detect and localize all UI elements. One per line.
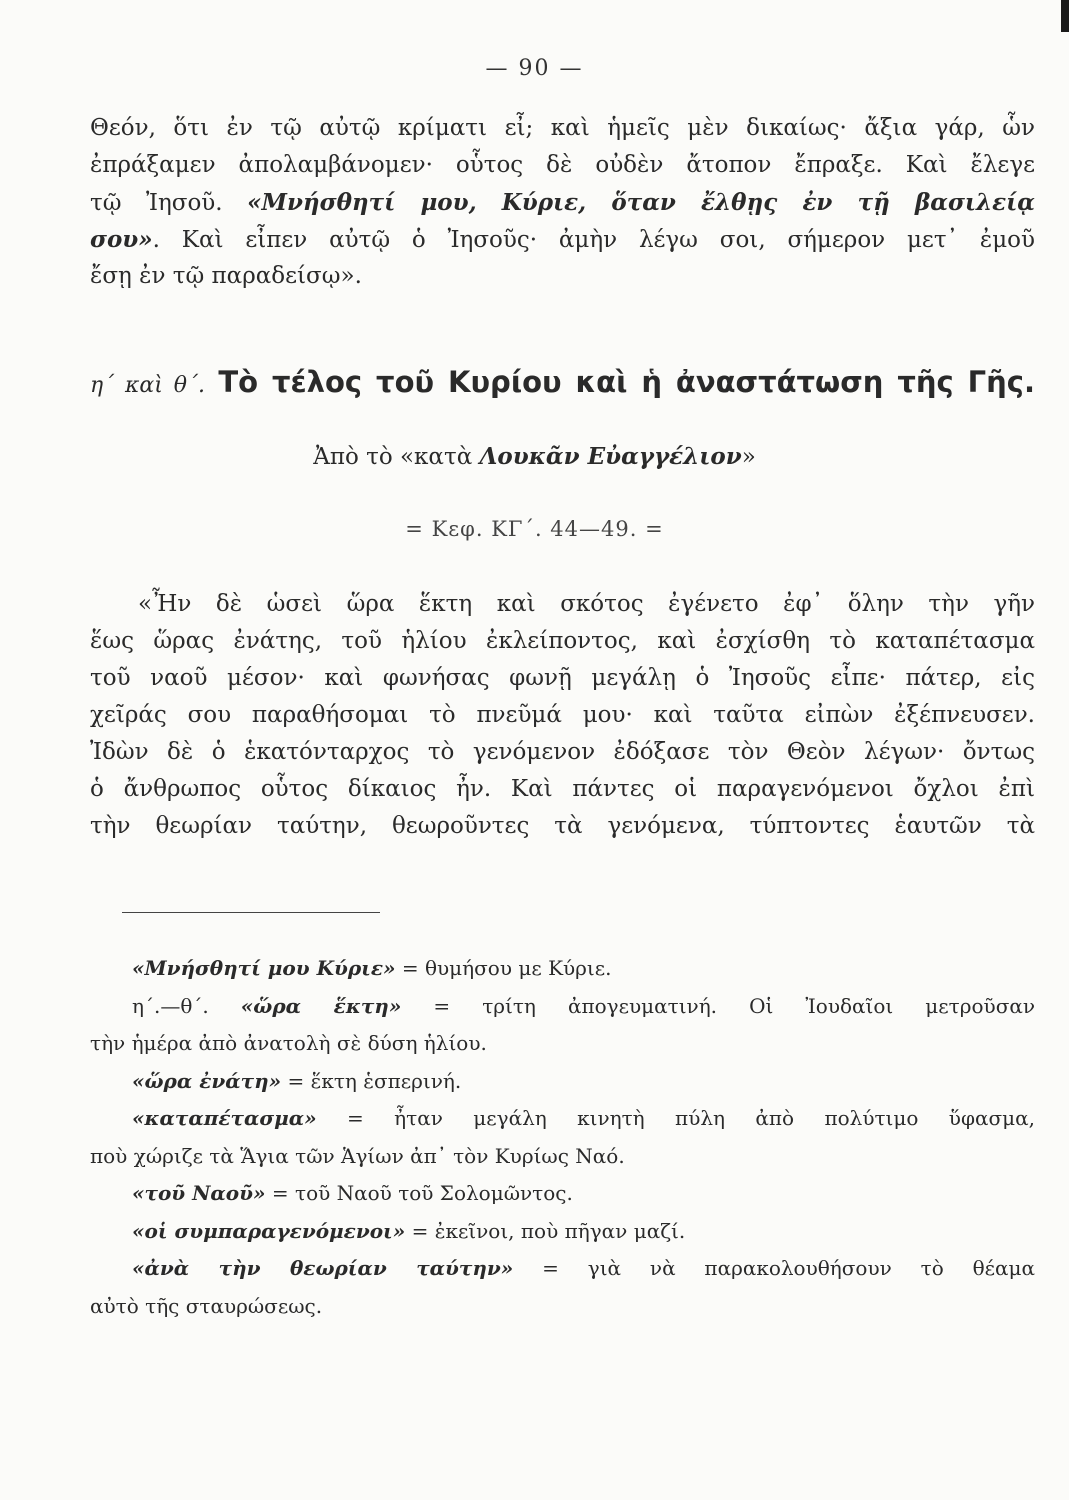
footnote-term: «ὥρα ἐνάτη» <box>132 1068 282 1093</box>
footnote <box>90 988 1035 1026</box>
section-number: η΄ καὶ θ΄. <box>90 373 205 398</box>
footnote <box>90 950 1035 988</box>
page-edge-mark <box>1061 0 1069 32</box>
intro-line <box>90 184 1035 221</box>
footnote-term: «τοῦ Ναοῦ» <box>132 1181 266 1205</box>
quoted-prayer: σου» <box>90 226 153 253</box>
intro-line <box>90 221 1035 258</box>
footnote-continuation: αὐτὸ τῆς σταυρώσεως. <box>90 1293 323 1318</box>
footnote-term: «ὥρα ἕκτη» <box>240 993 402 1018</box>
source-book: Λουκᾶν Εὐαγγέλιον <box>479 443 742 470</box>
footnote-definition: = τρίτη ἀπογευματινή. Οἱ Ἰουδαῖοι μετροῦσαν <box>401 993 1036 1018</box>
scripture-line: ὁ ἄνθρωπος οὗτος δίκαιος ἦν. Καὶ πάντες οἱ παραγενόμενοι ὄχλοι ἐπὶ <box>90 776 1035 802</box>
footnote-definition: = τοῦ Ναοῦ τοῦ Σολομῶντος. <box>265 1181 573 1205</box>
footnote-divider <box>122 912 380 913</box>
footnote-term: «καταπέτασμα» <box>132 1106 317 1130</box>
source-suffix: » <box>741 444 756 470</box>
scripture-line: τοῦ ναοῦ μέσον· καὶ φωνήσας φωνῇ μεγάλῃ ὁ Ἰησοῦς εἶπε· πάτερ, εἰς <box>90 665 1035 691</box>
footnote-term: «οἱ συμπαραγενόμενοι» <box>132 1218 406 1243</box>
scripture-line: Ἰδὼν δὲ ὁ ἑκατόνταρχος τὸ γενόμενον ἐδόξασε τὸν Θεὸν λέγων· ὄντως <box>90 739 1035 765</box>
section-heading <box>90 360 1035 404</box>
footnotes <box>90 950 1035 1325</box>
footnote-term: «ἀνὰ τὴν θεωρίαν ταύτην» <box>132 1256 514 1280</box>
footnote-continuation: τὴν ἡμέρα ἀπὸ ἀνατολὴ σὲ δύση ἡλίου. <box>90 1031 487 1055</box>
footnote-definition: = ἐκεῖνοι, ποὺ πῆγαν μαζί. <box>405 1218 686 1243</box>
scripture-paragraph <box>90 586 1035 845</box>
chapter-reference: = Κεφ. ΚΓ΄. 44—49. = <box>405 517 664 541</box>
intro-text: τῷ Ἰησοῦ. <box>90 190 248 216</box>
intro-line: Θεόν, ὅτι ἐν τῷ αὐτῷ κρίματι εἶ; καὶ ἡμεῖς μὲν δικαίως· ἄξια γάρ, ὧν <box>90 115 1035 141</box>
scripture-line: ἕως ὥρας ἐνάτης, τοῦ ἡλίου ἐκλείποντος, καὶ ἐσχίσθη τὸ καταπέτασμα <box>90 628 1035 654</box>
footnote-continuation: ποὺ χώριζε τὰ Ἅγια τῶν Ἁγίων ἀπ᾽ τὸν Κυρίως Ναό. <box>90 1143 625 1168</box>
footnote <box>90 1250 1035 1288</box>
footnote-definition: = θυμήσου με Κύριε. <box>395 956 612 980</box>
footnote-definition: = ἦταν μεγάλη κινητὴ πύλη ἀπὸ πολύτιμο ὕφασμα, <box>316 1106 1035 1130</box>
scripture-line: χεῖράς σου παραθήσομαι τὸ πνεῦμά μου· καὶ ταῦτα εἰπὼν ἐξέπνευσεν. <box>90 702 1035 728</box>
intro-line: ἐπράξαμεν ἀπολαμβάνομεν· οὗτος δὲ οὐδὲν ἄτοπον ἔπραξε. Καὶ ἔλεγε <box>90 152 1035 178</box>
footnote-definition: = ἕκτη ἑσπερινή. <box>281 1068 462 1093</box>
intro-line: ἔσῃ ἐν τῷ παραδείσῳ». <box>90 263 362 289</box>
intro-paragraph <box>90 110 1035 295</box>
source-prefix: Ἀπὸ τὸ «κατὰ <box>313 444 473 470</box>
scripture-line: τὴν θεωρίαν ταύτην, θεωροῦντες τὰ γενόμενα, τύπτοντες ἑαυτῶν τὰ <box>90 813 1035 839</box>
intro-text: . Καὶ εἶπεν αὐτῷ ὁ Ἰησοῦς· ἀμὴν λέγω σοι, σήμερον μετ᾽ ἐμοῦ <box>152 227 1035 253</box>
page-number: — 90 — <box>485 56 584 81</box>
footnote <box>90 1063 1035 1101</box>
footnote <box>90 1213 1035 1251</box>
source-reference <box>0 440 1069 474</box>
footnote <box>90 1175 1035 1213</box>
footnote-term: «Μνήσθητί μου Κύριε» <box>132 956 396 980</box>
footnote <box>90 1100 1035 1138</box>
quoted-prayer: «Μνήσθητί μου, Κύριε, ὅταν ἔλθῃς ἐν τῇ βασιλείᾳ <box>247 189 1035 216</box>
footnote-definition: = γιὰ νὰ παρακολουθήσουν τὸ θέαμα <box>513 1256 1036 1280</box>
footnote-verse-range: η΄.—θ΄. <box>132 993 241 1018</box>
section-title: Τὸ τέλος τοῦ Κυρίου καὶ ἡ ἀναστάτωση τῆς Γῆς. <box>218 365 1035 399</box>
scripture-line: «Ἦν δὲ ὡσεὶ ὥρα ἕκτη καὶ σκότος ἐγένετο ἐφ᾽ ὅλην τὴν γῆν <box>138 591 1035 617</box>
